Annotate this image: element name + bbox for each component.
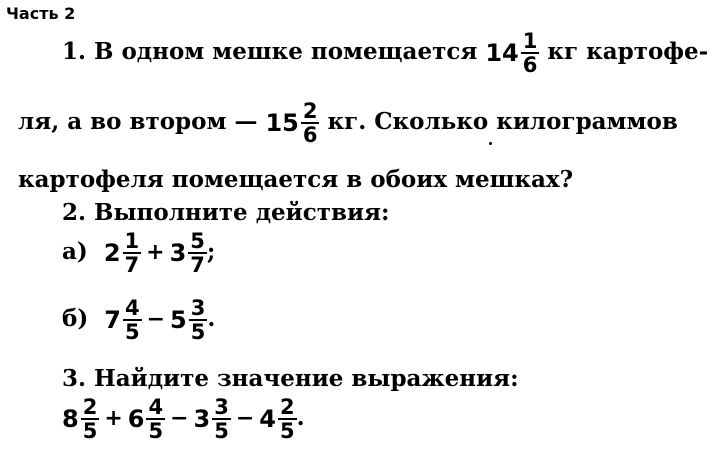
- task2-title: 2. Выполните действия:: [62, 199, 390, 226]
- whole-part: 7: [104, 306, 121, 335]
- fraction: [81, 396, 100, 442]
- mixed-number-3-3-5: [194, 396, 231, 442]
- fraction: [146, 396, 165, 442]
- denominator: 5: [190, 320, 206, 345]
- mixed-number-7-4-5: [104, 297, 141, 343]
- denominator: 5: [124, 320, 140, 345]
- whole-part: 15: [265, 109, 299, 138]
- whole-part: 2: [103, 239, 121, 268]
- task1-line2-prefix: ля, а во втором —: [18, 108, 266, 136]
- task1-line1: [62, 30, 708, 76]
- numerator: 2: [280, 395, 295, 419]
- mixed-number-3-5-7: [170, 230, 207, 276]
- denominator: 7: [124, 253, 140, 278]
- task2-item-b: [62, 297, 215, 343]
- denominator: 5: [280, 419, 295, 444]
- whole-part: 4: [259, 405, 276, 434]
- task1-line1-prefix: 1. В одном мешке помещается: [62, 38, 486, 66]
- item-end: ;: [206, 238, 216, 266]
- numerator: 2: [302, 99, 318, 123]
- whole-part: 3: [169, 239, 187, 268]
- task1-line2-suffix: кг. Сколько килограммов: [319, 108, 678, 136]
- fraction: [212, 396, 231, 442]
- task1-line3: картофеля помещается в обоих мешках?: [18, 166, 574, 193]
- item-label: а): [62, 238, 88, 266]
- numerator: 1: [124, 229, 140, 253]
- item-label: б): [62, 305, 89, 333]
- section-heading: Часть 2: [6, 4, 76, 23]
- numerator: 1: [522, 29, 538, 53]
- mixed-number-5-3-5: [170, 297, 207, 343]
- mixed-number-4-2-5: [259, 396, 296, 442]
- denominator: 5: [82, 419, 98, 444]
- denominator: 6: [522, 53, 538, 78]
- whole-part: 14: [485, 39, 519, 68]
- denominator: 7: [190, 253, 205, 278]
- mixed-number-14-1-6: [485, 30, 539, 76]
- whole-part: 8: [62, 405, 79, 434]
- mixed-number-8-2-5: [62, 396, 99, 442]
- task3-expression: [62, 396, 305, 442]
- fraction: [278, 396, 297, 442]
- task2-item-a: [62, 230, 215, 276]
- plus-sign: +: [146, 240, 165, 266]
- task3-title: 3. Найдите значение выражения:: [62, 365, 519, 392]
- whole-part: 3: [193, 405, 211, 434]
- denominator: 5: [214, 419, 229, 444]
- plus-sign: +: [104, 406, 123, 432]
- minus-sign: −: [170, 406, 189, 432]
- expression-end: .: [296, 404, 305, 432]
- minus-sign: −: [146, 307, 166, 333]
- fraction: [301, 100, 320, 146]
- fraction: [189, 297, 208, 343]
- fraction: [123, 297, 142, 343]
- numerator: 3: [190, 296, 206, 320]
- numerator: 4: [148, 395, 164, 419]
- whole-part: 5: [170, 306, 187, 335]
- denominator: 6: [302, 123, 318, 148]
- fraction: [188, 230, 207, 276]
- numerator: 2: [82, 395, 98, 419]
- fraction: [123, 230, 142, 276]
- mixed-number-6-4-5: [128, 396, 165, 442]
- numerator: 5: [190, 229, 205, 253]
- whole-part: 6: [127, 405, 145, 434]
- denominator: 5: [148, 419, 164, 444]
- task1-line1-suffix: кг картофе-: [539, 38, 709, 66]
- minus-sign: −: [235, 406, 255, 432]
- mixed-number-15-2-6: [265, 100, 319, 146]
- mixed-number-2-1-7: [104, 230, 141, 276]
- print-speck: [489, 142, 492, 145]
- item-end: .: [207, 305, 216, 333]
- numerator: 4: [124, 296, 140, 320]
- fraction: [521, 30, 540, 76]
- numerator: 3: [214, 395, 229, 419]
- task1-line2: [18, 100, 678, 146]
